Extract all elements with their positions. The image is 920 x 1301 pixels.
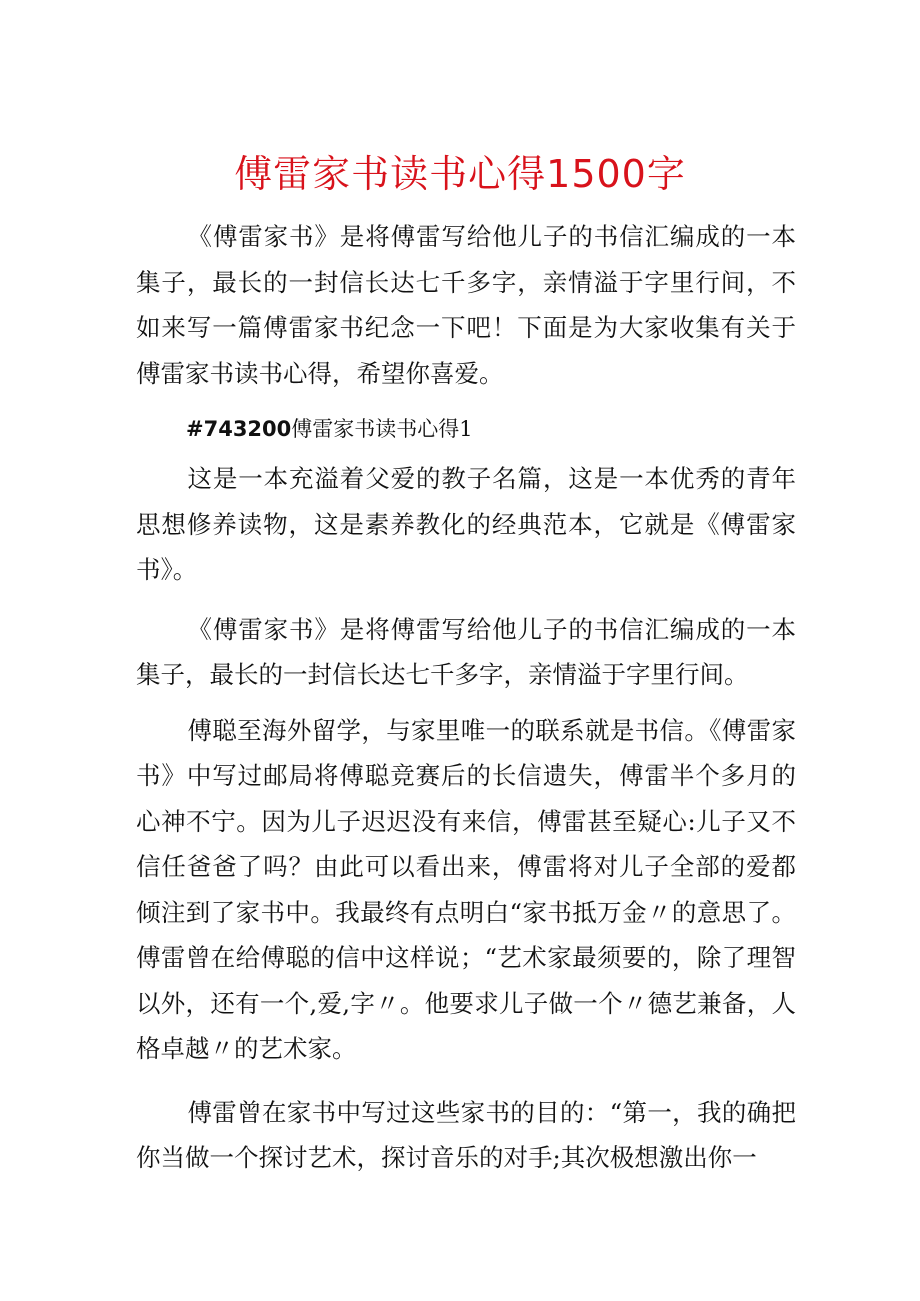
body-paragraph: 傅聪至海外留学，与家里唯一的联系就是书信。《傅雷家书》中写过邮局将傅聪竞赛后的长信遗失，傅雷半个多月的心神不宁。因为儿子迟迟没有来信，傅雷甚至疑心:儿子又不信任爸爸了吗？由此可以看出来，傅雷将对儿子全部的爱都倾注到了家书中。我最终有点明白“家书抵万金〃的意思了。傅雷曾在给傅聪的信中这样说；“艺术家最须要的，除了理智以外，还有一个,爱,字〃。他要求儿子做一个〃德艺兼备，人格卓越〃的艺术家。	[136, 715, 796, 1063]
document-title: 傅雷家书读书心得1500字	[234, 152, 686, 196]
document-body	[136, 214, 796, 1181]
intro-paragraph: 《傅雷家书》是将傅雷写给他儿子的书信汇编成的一本集子，最长的一封信长达七千多字，亲情溢于字里行间，不如来写一篇傅雷家书纪念一下吧！下面是为大家收集有关于傅雷家书读书心得，希望你喜爱。	[136, 222, 796, 388]
body-paragraph: 这是一本充溢着父爱的教子名篇，这是一本优秀的青年思想修养读物，这是素养教化的经典范本，它就是《傅雷家书》。	[136, 464, 796, 584]
body-paragraph: 傅雷曾在家书中写过这些家书的目的：“第一，我的确把你当做一个探讨艺术，探讨音乐的对手;其次极想激出你一	[136, 1097, 796, 1172]
section-heading	[136, 412, 796, 446]
body-paragraph: 《傅雷家书》是将傅雷写给他儿子的书信汇编成的一本集子，最长的一封信长达七千多字，亲情溢于字里行间。	[136, 614, 796, 689]
section-title: 傅雷家书读书心得1	[291, 417, 473, 441]
section-number: #743200	[186, 417, 292, 441]
